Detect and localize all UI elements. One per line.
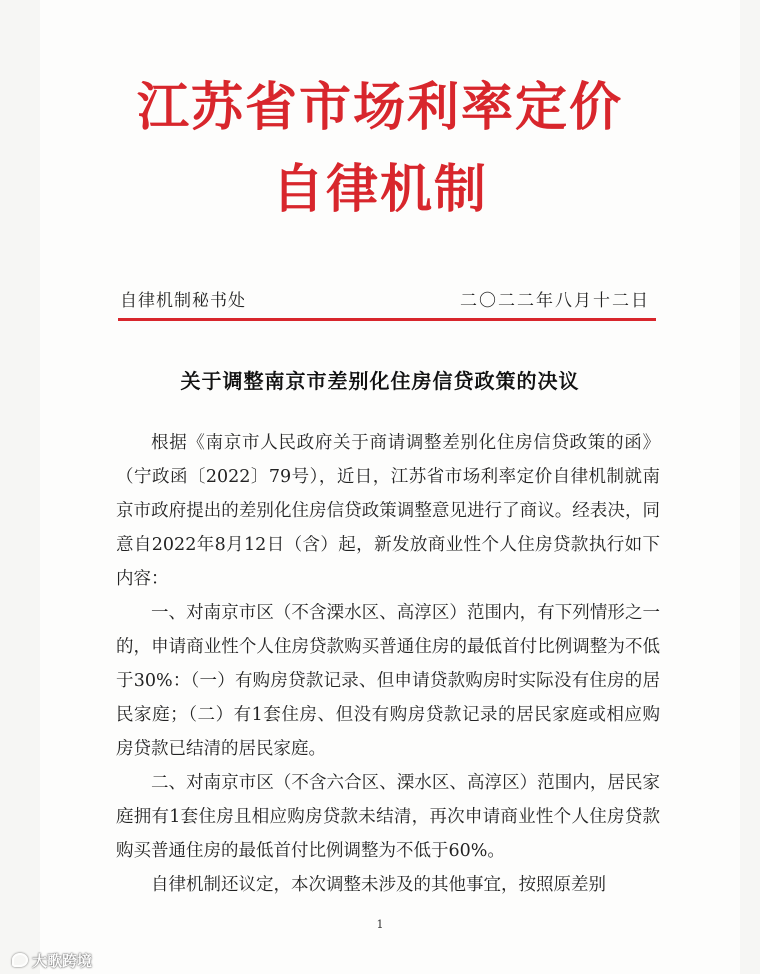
body-paragraph: 自律机制还议定，本次调整未涉及的其他事宜，按照原差别 (151, 875, 606, 895)
watermark-text: 大歌跨境 (32, 951, 93, 970)
body-paragraph: 二、对南京市区（不含六合区、溧水区、高淳区）范围内，居民家庭拥有1套住房且相应购房贷款未结清，再次申请商业性个人住房贷款购买普通住房的最低首付比例调整为不低于60%。 (116, 773, 660, 861)
document-body (116, 426, 660, 902)
page-number: 1 (376, 918, 384, 931)
issuer-label: 自律机制秘书处 (120, 291, 246, 311)
document-title: 关于调整南京市差别化住房信贷政策的决议 (180, 369, 580, 393)
red-divider (118, 318, 656, 321)
body-paragraph: 一、对南京市区（不含溧水区、高淳区）范围内，有下列情形之一的，申请商业性个人住房贷款购买普通住房的最低首付比例调整为不低于30%：（一）有购房贷款记录、但申请贷款购房时实际没有住房的居民家庭；（二）有1套住房、但没有购房贷款记录的居民家庭或相应购房贷款已结清的居民家庭。 (116, 603, 660, 759)
body-paragraph: 根据《南京市人民政府关于商请调整差别化住房信贷政策的函》（宁政函〔2022〕79号），近日，江苏省市场利率定价自律机制就南京市政府提出的差别化住房信贷政策调整意见进行了商议。经表决，同意自2022年8月12日（含）起，新发放商业性个人住房贷款执行如下内容： (116, 433, 660, 589)
header-title-line2: 自律机制 (271, 159, 488, 220)
watermark (12, 950, 92, 970)
header-title-line1: 江苏省市场利率定价 (136, 77, 623, 138)
chat-bubble-icon (12, 953, 28, 967)
issue-date: 二〇二二年八月十二日 (460, 291, 650, 311)
